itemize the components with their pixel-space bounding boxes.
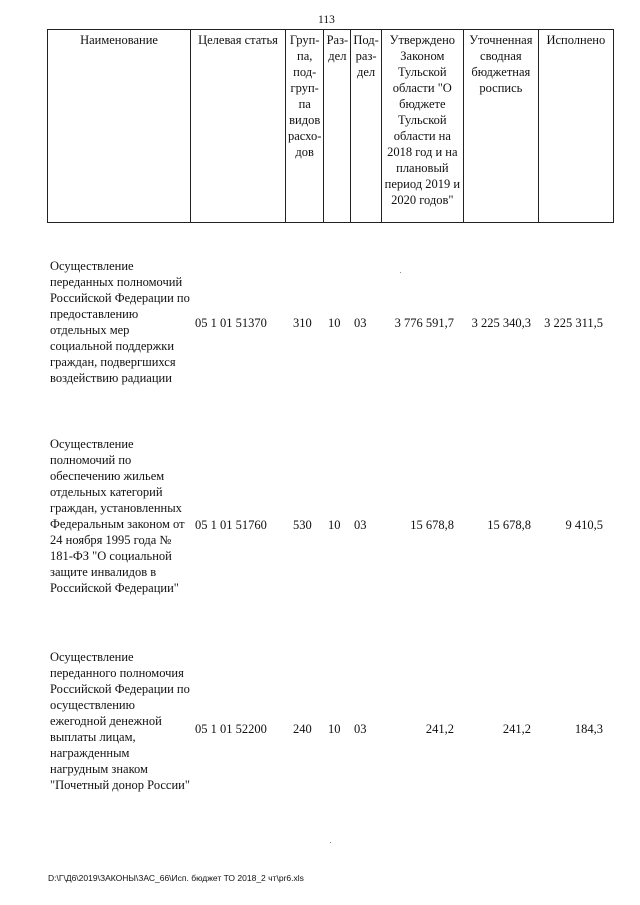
- row-3-executed: 184,3: [574, 722, 603, 736]
- row-2-executed: 9 410,5: [565, 518, 603, 532]
- header-approved: Утверждено Законом Тульской области "О бюджете Тульской области на 2018 год и на плановый период 2019 и 2020 годов": [381, 30, 463, 223]
- header-expense-group: Груп-па, под-груп-па видов расхо-дов: [286, 30, 324, 223]
- page-number: 113: [318, 14, 335, 26]
- row-1-subsection: 03: [354, 316, 367, 330]
- row-3-name: Осуществление переданного полномочия Российской Федерации по осуществлению ежегодной денежной выплаты лицам, награжденным нагрудным знаком "Почетный донор России": [50, 650, 190, 792]
- file-path-footer: D:\Г\Д6\2019\ЗАКОНЫ\ЗАС_66\Исп. бюджет ТО 2018_2 чт\pr6.xls: [48, 873, 304, 883]
- row-1-name: Осуществление переданных полномочий Российской Федерации по предоставлению отдельных мер социальной поддержки граждан, подвергшихся воздействию радиации: [50, 259, 190, 385]
- row-1-target: 05 1 01 51370: [195, 316, 267, 330]
- header-section: Раз-дел: [324, 30, 351, 223]
- header-subsection: Под-раз-дел: [351, 30, 381, 223]
- row-2-approved: 15 678,8: [410, 518, 454, 532]
- header-target-article: Целевая статья: [191, 30, 286, 223]
- row-2-section: 10: [328, 518, 341, 532]
- header-name: Наименование: [48, 30, 191, 223]
- row-3-approved: 241,2: [425, 722, 454, 736]
- row-1-approved: 3 776 591,7: [394, 316, 454, 330]
- row-3-target: 05 1 01 52200: [195, 722, 267, 736]
- row-3-group: 240: [293, 722, 312, 736]
- scan-speck: [400, 272, 401, 273]
- row-3-subsection: 03: [354, 722, 367, 736]
- table-header: [47, 29, 614, 223]
- header-refined-budget: Уточненная сводная бюджетная роспись: [463, 30, 538, 223]
- row-2-subsection: 03: [354, 518, 367, 532]
- row-1-refined: 3 225 340,3: [471, 316, 531, 330]
- row-1-executed: 3 225 311,5: [544, 316, 603, 330]
- row-2-refined: 15 678,8: [487, 518, 531, 532]
- row-1-section: 10: [328, 316, 341, 330]
- row-2-target: 05 1 01 51760: [195, 518, 267, 532]
- scan-speck: [330, 842, 331, 843]
- row-2-name: Осуществление полномочий по обеспечению жильем отдельных категорий граждан, установленных Федеральным законом от 24 ноября 1995 года № 181-ФЗ "О социальной защите инвалидов в Российской Федерации": [50, 437, 185, 595]
- row-1-group: 310: [293, 316, 312, 330]
- row-3-refined: 241,2: [502, 722, 531, 736]
- header-executed: Исполнено: [538, 30, 613, 223]
- row-2-group: 530: [293, 518, 312, 532]
- row-3-section: 10: [328, 722, 341, 736]
